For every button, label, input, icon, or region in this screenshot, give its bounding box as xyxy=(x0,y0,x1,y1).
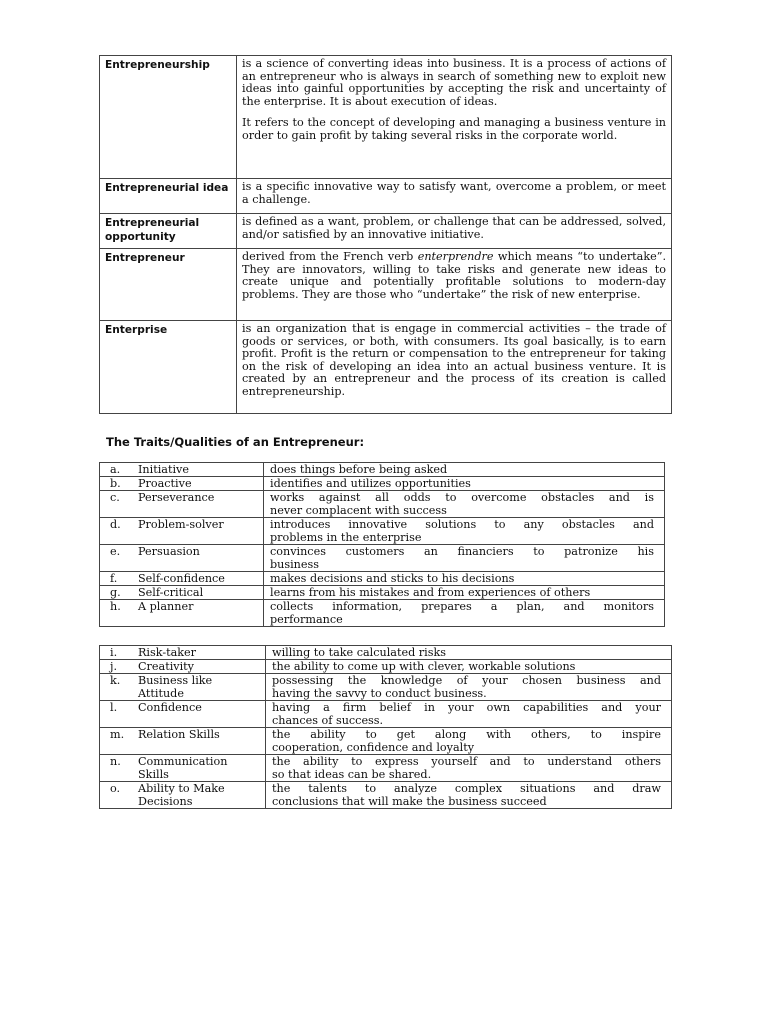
trait-label: Self-critical xyxy=(138,586,204,599)
description-line: having a firm belief in your own capabilities and your xyxy=(272,701,661,714)
description-line: never complacent with success xyxy=(270,504,447,517)
description-line: so that ideas can be shared. xyxy=(272,768,432,781)
definition-paragraph: It refers to the concept of developing and managing a business venture in order to gain profit by taking several risks in the corporate world. xyxy=(242,116,666,142)
trait-description xyxy=(266,701,672,728)
description-line: chances of success. xyxy=(272,714,384,727)
definition-text-part: which means “to undertake”. They are innovators, willing to take risks and generate new ideas to create unique and potentially profitable solutions to modern-day problems. They are those who “undertake” the risk of new enterprise. xyxy=(242,250,667,301)
definition-paragraph: is an organization that is engage in commercial activities – the trade of goods or services, or both, with consumers. Its goal basically, is to earn profit. Profit is the return or compensation to the entrepreneur for taking on the risk of developing an idea into an actual business venture. It is created by an entrepreneur and the process of its creation is called entrepreneurship. xyxy=(242,322,666,398)
definition-text xyxy=(237,249,672,321)
trait-label: Proactive xyxy=(138,477,192,490)
description-line: business xyxy=(270,558,319,571)
definition-paragraph: is defined as a want, problem, or challenge that can be addressed, solved, and/or satisfied by an innovative initiative. xyxy=(242,215,666,241)
table-row xyxy=(100,545,665,572)
trait-letter: d. xyxy=(110,518,121,531)
trait-letter: c. xyxy=(110,491,120,504)
trait-name xyxy=(100,646,266,660)
italic-term: enterprendre xyxy=(417,250,494,263)
trait-letter: a. xyxy=(110,463,121,476)
definition-paragraph: is a science of converting ideas into business. It is a process of actions of an entrepreneur who is always in search of something new to exploit new ideas into gainful opportunities by accepting the risk and uncertainty of the enterprise. It is about execution of ideas. xyxy=(242,57,666,108)
description-line: convinces customers an financiers to patronize his xyxy=(270,545,654,558)
trait-label: Skills xyxy=(138,768,169,781)
trait-name xyxy=(100,463,264,477)
trait-label: Problem-solver xyxy=(138,518,224,531)
trait-name xyxy=(100,491,264,518)
trait-name xyxy=(100,660,266,674)
trait-description xyxy=(264,518,665,545)
trait-letter: g. xyxy=(110,586,121,599)
definition-text xyxy=(237,214,672,249)
table-row xyxy=(100,477,665,491)
definition-paragraph xyxy=(242,251,666,301)
trait-description xyxy=(266,728,672,755)
table-row xyxy=(100,491,665,518)
table-row xyxy=(100,572,665,586)
trait-label: Confidence xyxy=(138,701,202,714)
trait-label: Attitude xyxy=(138,687,184,700)
table-row xyxy=(100,321,672,414)
description-line: the ability to express yourself and to understand others xyxy=(272,755,661,768)
trait-description xyxy=(266,782,672,809)
trait-letter: m. xyxy=(110,728,125,741)
trait-label: Risk-taker xyxy=(138,646,197,659)
table-row xyxy=(100,586,665,600)
description-line: having the savvy to conduct business. xyxy=(272,687,487,700)
trait-name xyxy=(100,600,264,627)
table-row xyxy=(100,701,672,728)
description-line: introduces innovative solutions to any obstacles and xyxy=(270,518,654,531)
description-line: works against all odds to overcome obstacles and is xyxy=(270,491,654,504)
trait-name xyxy=(100,701,266,728)
trait-label: Business like xyxy=(138,674,213,687)
definition-text xyxy=(237,56,672,179)
trait-description: makes decisions and sticks to his decisions xyxy=(264,572,665,586)
trait-name xyxy=(100,545,264,572)
description-line: problems in the enterprise xyxy=(270,531,422,544)
table-row xyxy=(100,249,672,321)
trait-letter: k. xyxy=(110,674,121,687)
table-row xyxy=(100,674,672,701)
trait-label: Perseverance xyxy=(138,491,215,504)
trait-label: Ability to Make xyxy=(138,782,225,795)
trait-name xyxy=(100,755,266,782)
table-row xyxy=(100,518,665,545)
trait-letter: h. xyxy=(110,600,121,613)
trait-label: Communication xyxy=(138,755,228,768)
trait-letter: o. xyxy=(110,782,121,795)
traits-heading: The Traits/Qualities of an Entrepreneur: xyxy=(106,435,365,449)
trait-name xyxy=(100,518,264,545)
table-row xyxy=(100,214,672,249)
trait-description xyxy=(264,545,665,572)
table-row xyxy=(100,755,672,782)
description-line: conclusions that will make the business succeed xyxy=(272,795,547,808)
table-row xyxy=(100,600,665,627)
definition-text xyxy=(237,321,672,414)
trait-name xyxy=(100,782,266,809)
trait-letter: b. xyxy=(110,477,121,490)
table-row xyxy=(100,728,672,755)
trait-description: the ability to come up with clever, workable solutions xyxy=(266,660,672,674)
trait-description xyxy=(266,674,672,701)
definition-text xyxy=(237,179,672,214)
table-row xyxy=(100,660,672,674)
table-row xyxy=(100,179,672,214)
trait-name xyxy=(100,477,264,491)
description-line: cooperation, confidence and loyalty xyxy=(272,741,475,754)
table-row xyxy=(100,646,672,660)
trait-letter: i. xyxy=(110,646,118,659)
trait-name xyxy=(100,674,266,701)
trait-name xyxy=(100,586,264,600)
trait-name xyxy=(100,728,266,755)
trait-description: willing to take calculated risks xyxy=(266,646,672,660)
table-row xyxy=(100,463,665,477)
trait-description: learns from his mistakes and from experiences of others xyxy=(264,586,665,600)
trait-label: A planner xyxy=(138,600,194,613)
description-line: the ability to get along with others, to inspire xyxy=(272,728,661,741)
trait-label: Initiative xyxy=(138,463,189,476)
definition-term: Entrepreneurship xyxy=(100,56,237,179)
table-row xyxy=(100,56,672,179)
trait-letter: l. xyxy=(110,701,118,714)
trait-letter: n. xyxy=(110,755,121,768)
trait-description xyxy=(266,755,672,782)
trait-description xyxy=(264,600,665,627)
description-line: collects information, prepares a plan, and monitors xyxy=(270,600,654,613)
trait-label: Self-confidence xyxy=(138,572,225,585)
definition-term: Entrepreneur xyxy=(100,249,237,321)
definitions-table xyxy=(99,55,672,414)
traits-table-2 xyxy=(99,645,672,809)
definition-term: Entrepreneurial idea xyxy=(100,179,237,214)
definition-text-part: derived from the French verb xyxy=(242,250,418,263)
description-line: the talents to analyze complex situations and draw xyxy=(272,782,661,795)
definition-term: Entrepreneurial opportunity xyxy=(100,214,237,249)
trait-name xyxy=(100,572,264,586)
trait-label: Persuasion xyxy=(138,545,200,558)
trait-label: Relation Skills xyxy=(138,728,220,741)
trait-label: Creativity xyxy=(138,660,194,673)
definition-paragraph: is a specific innovative way to satisfy want, overcome a problem, or meet a challenge. xyxy=(242,180,666,206)
trait-description: does things before being asked xyxy=(264,463,665,477)
trait-description xyxy=(264,491,665,518)
table-row xyxy=(100,782,672,809)
trait-label: Decisions xyxy=(138,795,193,808)
description-line: performance xyxy=(270,613,343,626)
definition-term: Enterprise xyxy=(100,321,237,414)
trait-description: identifies and utilizes opportunities xyxy=(264,477,665,491)
traits-table-1 xyxy=(99,462,665,627)
trait-letter: j. xyxy=(110,660,118,673)
description-line: possessing the knowledge of your chosen business and xyxy=(272,674,661,687)
trait-letter: e. xyxy=(110,545,121,558)
trait-letter: f. xyxy=(110,572,118,585)
